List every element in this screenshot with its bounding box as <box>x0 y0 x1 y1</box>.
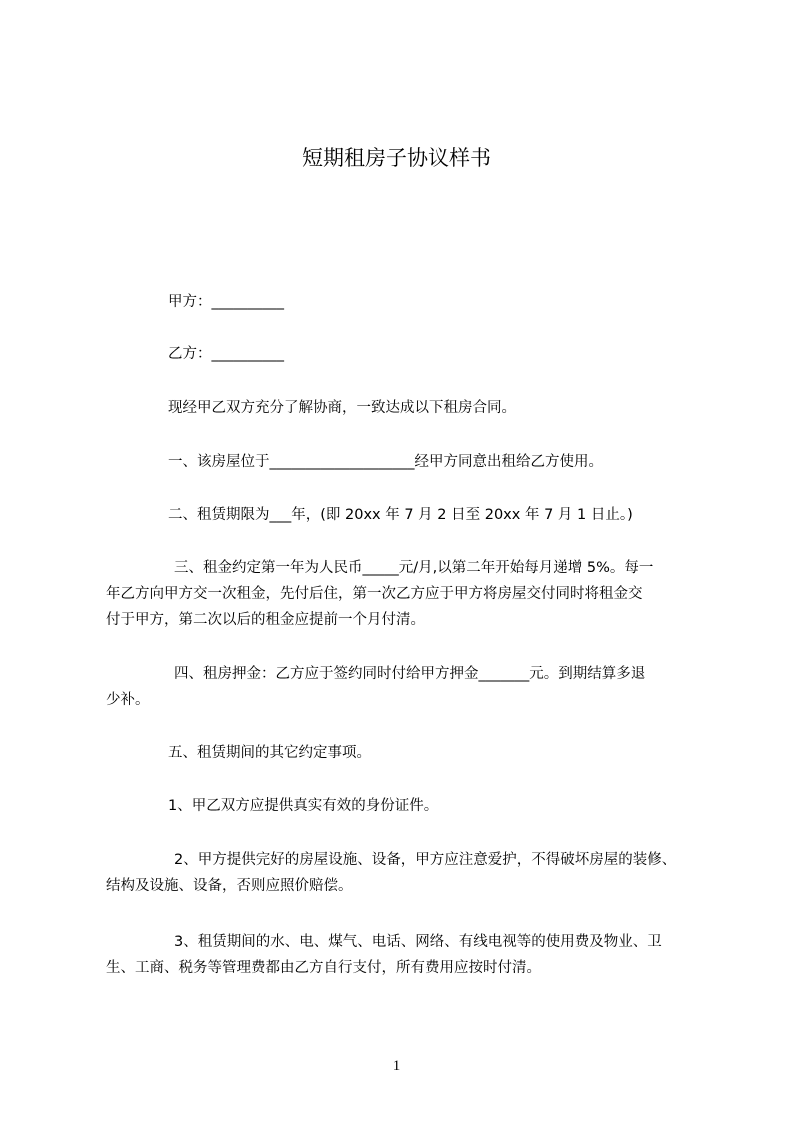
clause-3-line-2: 年乙方向甲方交一次租金，先付后住，第一次乙方应于甲方将房屋交付同时将租金交 <box>106 586 643 602</box>
clause-4-line-2: 少补。 <box>106 692 150 708</box>
item-2-line-1: 2、甲方提供完好的房屋设施、设备，甲方应注意爱护，不得破坏房屋的装修、 <box>174 852 677 868</box>
clause-2: 二、租赁期限为___年，(即 20xx 年 7 月 2 日至 20xx 年 7 月 1 日止。) <box>168 507 633 523</box>
clause-4-line-1: 四、租房押金：乙方应于签约同时付给甲方押金_______元。到期结算多退 <box>174 666 646 682</box>
clause-1: 一、该房屋位于____________________经甲方同意出租给乙方使用。 <box>168 454 603 470</box>
intro-paragraph: 现经甲乙双方充分了解协商，一致达成以下租房合同。 <box>168 400 516 416</box>
party-a-line: 甲方：__________ <box>168 294 284 310</box>
clause-5: 五、租赁期间的其它约定事项。 <box>168 745 371 761</box>
item-3-line-1: 3、租赁期间的水、电、煤气、电话、网络、有线电视等的使用费及物业、卫 <box>174 934 662 950</box>
clause-3-line-3: 付于甲方，第二次以后的租金应提前一个月付清。 <box>106 612 425 628</box>
document-title: 短期租房子协议样书 <box>302 146 491 170</box>
item-1: 1、甲乙双方应提供真实有效的身份证件。 <box>168 798 439 814</box>
party-b-line: 乙方：__________ <box>168 346 284 362</box>
page-number: 1 <box>392 1058 401 1074</box>
item-3-line-2: 生、工商、税务等管理费都由乙方自行支付，所有费用应按时付清。 <box>106 960 541 976</box>
clause-3-line-1: 三、租金约定第一年为人民币_____元/月,以第二年开始每月递增 5%。每一 <box>174 560 654 576</box>
item-2-line-2: 结构及设施、设备，否则应照价赔偿。 <box>106 878 353 894</box>
